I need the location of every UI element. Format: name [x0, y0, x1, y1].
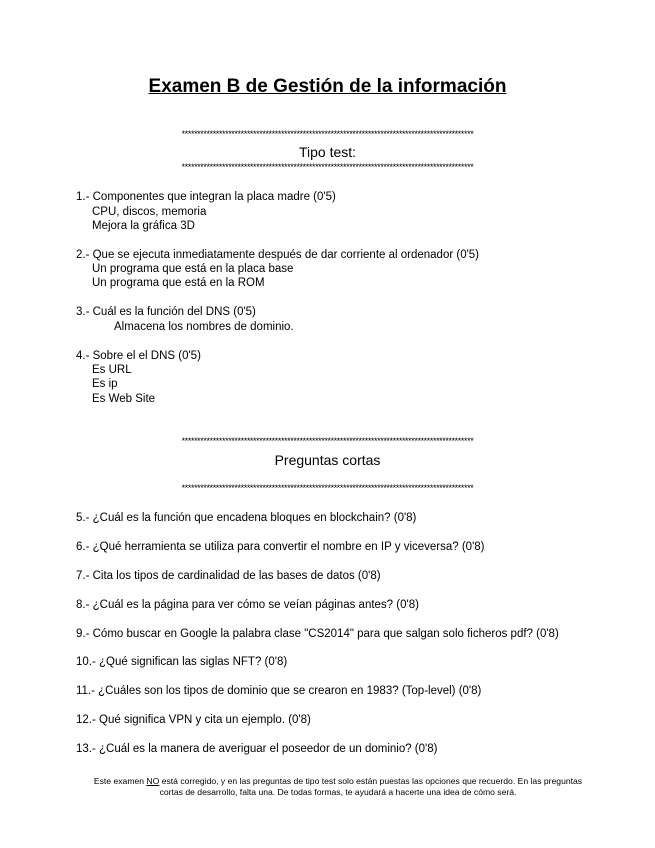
question-4-option-1: Es URL: [92, 364, 132, 376]
question-3-option-1: Almacena los nombres de dominio.: [114, 321, 294, 333]
question-4: 4.- Sobre el el DNS (0'5): [76, 350, 201, 362]
separator-mid-2: **********************************************************************************************: [181, 484, 474, 493]
footer-note-after: está corregido, y en las preguntas de tipo test solo están puestas las opciones que recuerdo. En las preguntas cortas de desarrollo, falta una. De todas formas, te ayudará a hacerte una idea de cómo será.: [159, 776, 583, 797]
question-4-option-3: Es Web Site: [92, 393, 156, 405]
footer-note: [88, 776, 588, 798]
question-3: 3.- Cuál es la función del DNS (0'5): [76, 306, 256, 318]
separator-top-2: **********************************************************************************************: [181, 163, 474, 172]
short-question-8: 8.- ¿Cuál es la página para ver cómo se veían páginas antes? (0'8): [76, 599, 419, 611]
question-2: 2.- Que se ejecuta inmediatamente después de dar corriente al ordenador (0'5): [76, 249, 480, 261]
section-heading-short: Preguntas cortas: [274, 452, 381, 468]
short-question-6: 6.- ¿Qué herramienta se utiliza para convertir el nombre en IP y viceversa? (0'8): [76, 541, 485, 553]
question-1-option-1: CPU, discos, memoria: [92, 206, 207, 218]
short-question-12: 12.- Qué significa VPN y cita un ejemplo. (0'8): [76, 714, 311, 726]
question-1: 1.- Componentes que integran la placa madre (0'5): [76, 191, 336, 203]
short-question-9: 9.- Cómo buscar en Google la palabra clase "CS2014" para que salgan solo ficheros pdf? (0'8): [76, 628, 559, 640]
short-question-10: 10.- ¿Qué significan las siglas NFT? (0'8): [76, 656, 288, 668]
page-title: Examen B de Gestión de la información: [148, 76, 507, 97]
short-question-5: 5.- ¿Cuál es la función que encadena bloques en blockchain? (0'8): [76, 512, 417, 524]
separator-mid-1: **********************************************************************************************: [181, 437, 474, 446]
short-question-11: 11.- ¿Cuáles son los tipos de dominio que se crearon en 1983? (Top-level) (0'8): [76, 685, 482, 697]
question-1-option-2: Mejora la gráfica 3D: [92, 220, 195, 232]
footer-note-before: Este examen: [93, 776, 147, 786]
short-question-13: 13.- ¿Cuál es la manera de averiguar el poseedor de un dominio? (0'8): [76, 743, 438, 755]
section-heading-test: Tipo test:: [298, 144, 357, 160]
question-2-option-2: Un programa que está en la ROM: [92, 277, 265, 289]
separator-top-1: **********************************************************************************************: [181, 130, 474, 139]
short-question-7: 7.- Cita los tipos de cardinalidad de las bases de datos (0'8): [76, 570, 381, 582]
question-2-option-1: Un programa que está en la placa base: [92, 263, 294, 275]
question-4-option-2: Es ip: [92, 378, 118, 390]
footer-note-no: NO: [146, 776, 160, 786]
